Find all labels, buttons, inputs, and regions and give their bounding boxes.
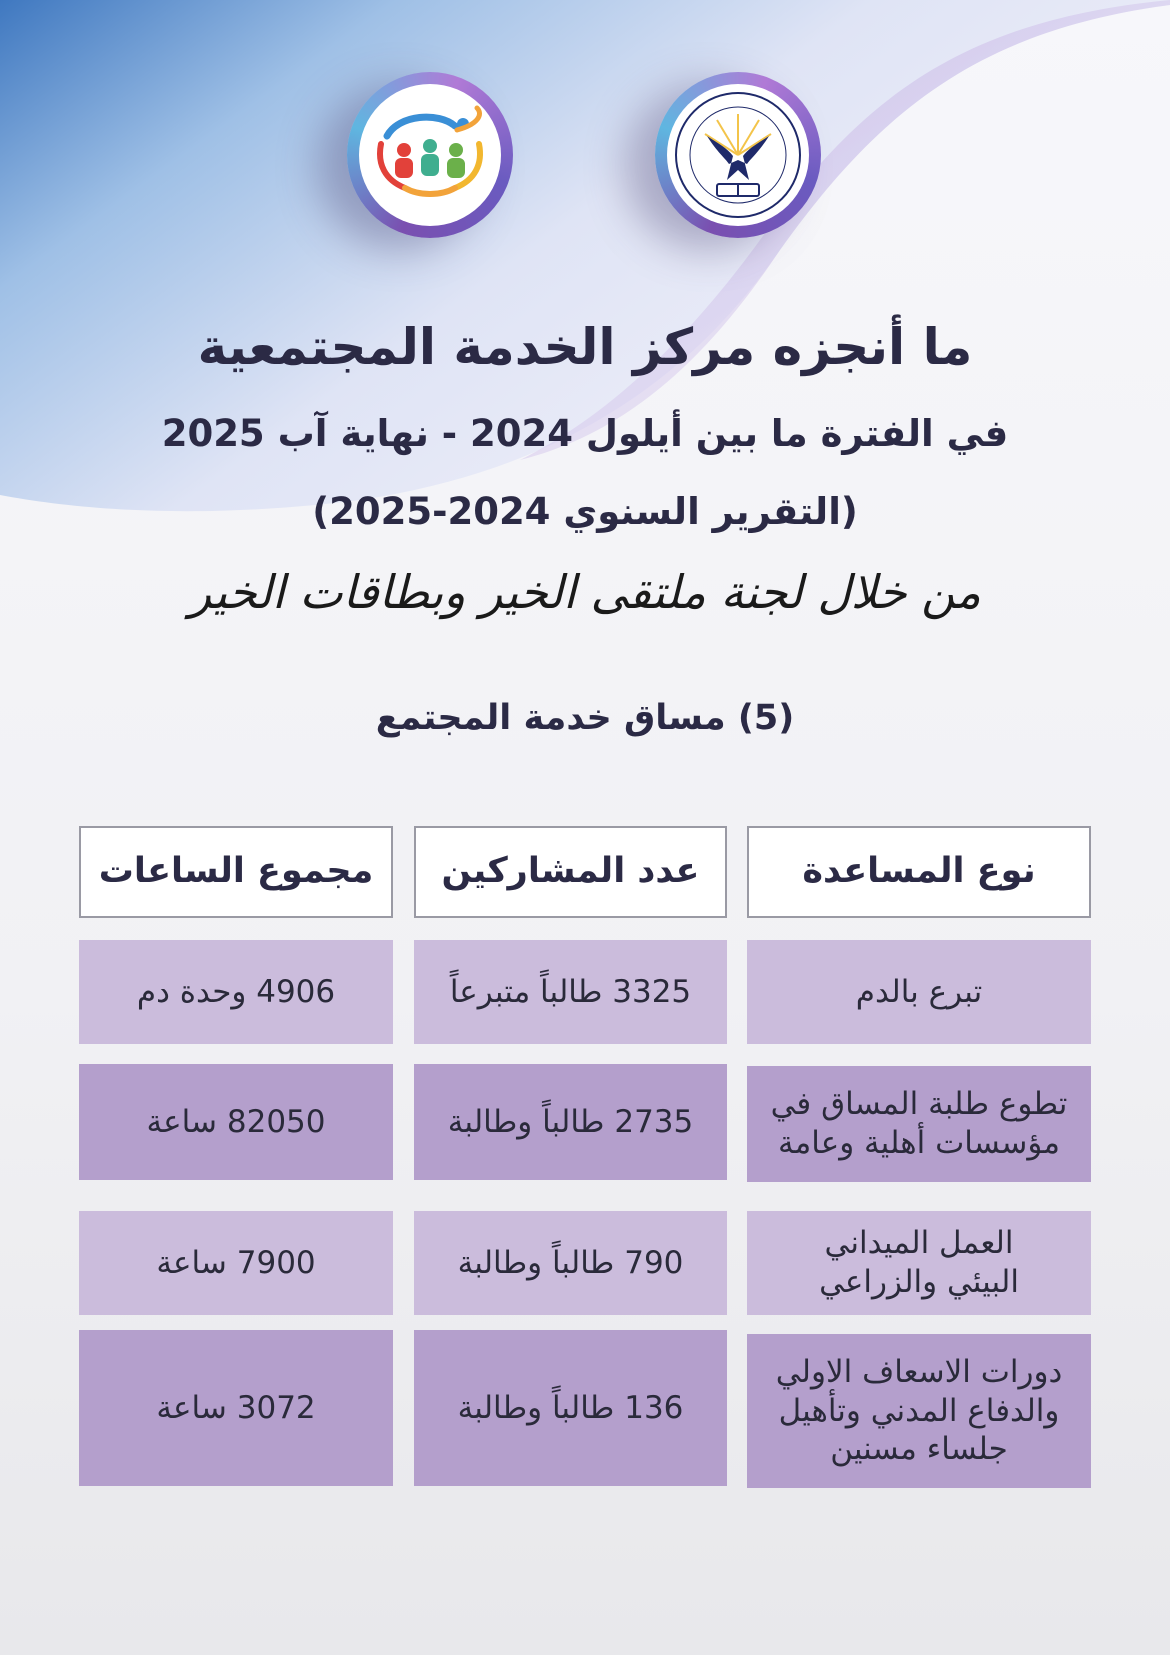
row-2-type: تطوع طلبة المساق في مؤسسات أهلية وعامة [747, 1066, 1091, 1182]
row-4-type: دورات الاسعاف الاولي والدفاع المدني وتأهيل جلساء مسنين [747, 1334, 1091, 1488]
row-2-participants: 2735 طالباً وطالبة [414, 1064, 727, 1180]
report-period: في الفترة ما بين أيلول 2024 - نهاية آب 2025 [161, 412, 1009, 455]
row-1-type: تبرع بالدم [747, 940, 1091, 1044]
header-assistance-type: نوع المساعدة [747, 826, 1091, 918]
header-participants: عدد المشاركين [414, 826, 727, 918]
row-3-type: العمل الميداني البيئي والزراعي [747, 1211, 1091, 1315]
row-1-participants: 3325 طالباً متبرعاً [414, 940, 727, 1044]
course-title: (5) مساق خدمة المجتمع [375, 698, 795, 738]
row-3-participants: 790 طالباً وطالبة [414, 1211, 727, 1315]
background-wave [0, 0, 1170, 560]
community-people-icon [359, 84, 501, 226]
row-1-hours: 4906 وحدة دم [79, 940, 393, 1044]
page-title: ما أنجزه مركز الخدمة المجتمعية [197, 318, 973, 376]
university-logo [655, 72, 821, 238]
row-4-participants: 136 طالباً وطالبة [414, 1330, 727, 1486]
calligraphy-line: من خلال لجنة ملتقى الخير وبطاقات الخير [189, 565, 981, 619]
row-4-hours: 3072 ساعة [79, 1330, 393, 1486]
eagle-emblem-icon [667, 84, 809, 226]
row-3-hours: 7900 ساعة [79, 1211, 393, 1315]
row-2-hours: 82050 ساعة [79, 1064, 393, 1180]
header-total-hours: مجموع الساعات [79, 826, 393, 918]
report-label: (التقرير السنوي 2024-2025) [312, 490, 858, 533]
community-service-logo [347, 72, 513, 238]
